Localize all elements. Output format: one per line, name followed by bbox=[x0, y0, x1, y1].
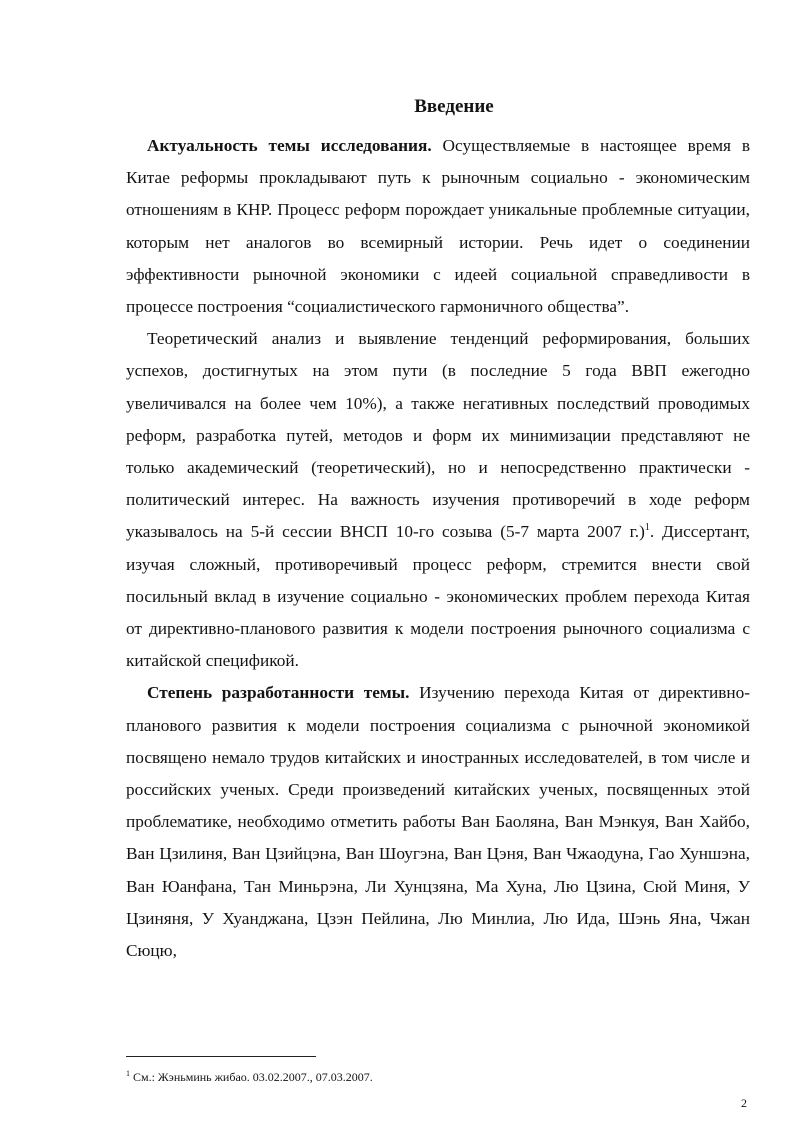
footnote bbox=[126, 1067, 726, 1084]
footnote-mark: 1 bbox=[126, 1069, 130, 1078]
section-lead-relevance: Актуальность темы исследования. bbox=[147, 136, 432, 155]
page-title: Введение bbox=[414, 96, 494, 117]
footnote-divider bbox=[126, 1056, 316, 1057]
paragraph-research-degree bbox=[126, 677, 750, 967]
paragraph-relevance bbox=[126, 130, 750, 323]
body-text bbox=[126, 130, 750, 967]
paragraph-analysis bbox=[126, 323, 750, 677]
paragraph-text: . Диссертант, изучая сложный, противоречивый процесс реформ, стремится внести свой посильный вклад в изучение социально - экономических проблем перехода Китая от директивно-планового развития к модели построения рыночного социализма с китайской спецификой. bbox=[126, 522, 750, 671]
page-number: 2 bbox=[741, 1096, 747, 1110]
footnote-text: См.: Жэньминь жибао. 03.02.2007., 07.03.2007. bbox=[130, 1070, 373, 1084]
footnote-reference: 1 bbox=[644, 522, 650, 534]
section-lead-research-degree: Степень разработанности темы. bbox=[147, 683, 410, 703]
paragraph-text: Изучению перехода Китая от директивно-планового развития к модели построения социализма с рыночной экономикой посвящено немало трудов китайских и иностранных исследователей, в том числе и российских ученых. Среди произведений китайских ученых, посвященных этой проблематике, необходимо отметить работы Ван Баоляна, Ван Мэнкуя, Ван Хайбо, Ван Цзилиня, Ван Цзийцэна, Ван Шоугэна, Ван Цэня, Ван Чжаодуна, Гао Хуншэна, Ван Юанфана, Тан Миньрэна, Ли Хунцзяна, Ма Хуна, Лю Цзина, Сюй Миня, У Цзиняня, У Хуанджана, Цзэн Пейлина, Лю Минлиа, Лю Ида, Шэнь Яна, Чжан Сюцю, bbox=[126, 683, 750, 961]
paragraph-text: Осуществляемые в настоящее время в Китае реформы прокладывают путь к рыночным социально - экономическим отношениям в КНР. Процесс реформ порождает уникальные проблемные ситуации, которым нет аналогов во всемирный истории. Речь идет о соединении эффективности рыночной экономики с идеей социальной справедливости в процессе построения “социалистического гармоничного общества”. bbox=[126, 136, 751, 317]
paragraph-text: Теоретический анализ и выявление тенденций реформирования, больших успехов, достигнутых на этом пути (в последние 5 года ВВП ежегодно увеличивался на более чем 10%), а также негативных последствий проводимых реформ, разработка путей, методов и форм их минимизации представляют не только академический (теоретический), но и непосредственно практически - политический интерес. На важность изучения противоречий в ходе реформ указывалось на 5-й сессии ВНСП 10-го созыва (5-7 марта 2007 г.) bbox=[126, 329, 750, 542]
